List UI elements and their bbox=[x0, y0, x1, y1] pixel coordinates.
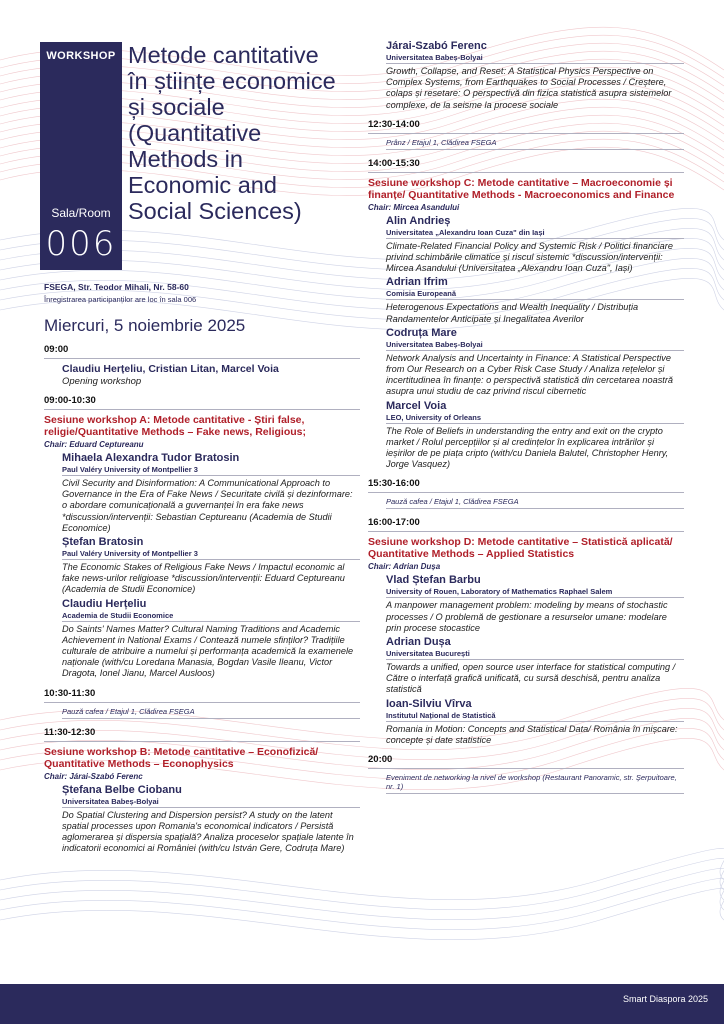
coffee-break: Pauză cafea / Etajul 1, Clădirea FSEGA bbox=[386, 497, 684, 509]
presentation bbox=[386, 698, 684, 746]
presentation-title: Growth, Collapse, and Reset: A Statistical Physics Perspective on Complex Systems, from Earthquakes to Social Processes / Creștere, colaps și resetare: O perspectivă din fizica statistică asupra sistemelor complexe, de la seisme la procese sociale bbox=[386, 66, 672, 110]
presenter-affiliation: Comisia Europeană bbox=[386, 289, 684, 300]
presenter-affiliation: Academia de Studii Economice bbox=[62, 611, 360, 622]
presenter-name: Vlad Ștefan Barbu bbox=[386, 574, 481, 587]
presenter-affiliation: Universitatea Babeș-Bolyai bbox=[62, 797, 360, 808]
presenter-affiliation: Paul Valéry University of Montpellier 3 bbox=[62, 465, 360, 476]
session-title: Sesiune workshop B: Metode cantitative – Econofizică/ Quantitative Methods – Econophysics bbox=[44, 745, 319, 770]
presentation-title: Network Analysis and Uncertainty in Finance: A Statistical Perspective from Our Research on a Cyber Risk Case Study / Analiza rețelelor și incertitudinea în finanțe: o perspectivă statistică din cercetarea noastră asupra unui studiu de caz privind riscul cibernetic bbox=[386, 352, 674, 397]
presenter-name: Alin Andrieș bbox=[386, 214, 451, 227]
presenter-name: Ioan-Silviu Vîrva bbox=[386, 697, 472, 710]
workshop-title: Metode cantitative în științe economice și sociale (Quantitative Methods in Economic and Social Sciences) bbox=[128, 42, 336, 224]
time-slot: 20:00 bbox=[368, 752, 684, 769]
presentation-title: A manpower management problem: modeling by means of stochastic processes / O problemă de gestionare a resurselor umane: modelare prin procese stocastice bbox=[386, 600, 668, 633]
presentation bbox=[386, 276, 684, 324]
coffee-break: Pauză cafea / Etajul 1, Clădirea FSEGA bbox=[62, 707, 360, 719]
time-slot: 14:00-15:30 bbox=[368, 156, 684, 173]
presenter-name: Ștefana Belbe Ciobanu bbox=[62, 783, 182, 796]
time-slot: 16:00-17:00 bbox=[368, 515, 684, 532]
venue-address: FSEGA, Str. Teodor Mihali, Nr. 58-60 bbox=[44, 282, 189, 292]
presenter-affiliation: Paul Valéry University of Montpellier 3 bbox=[62, 549, 360, 560]
session-chair: Chair: Mircea Asandului bbox=[368, 202, 460, 212]
workshop-label: WORKSHOP bbox=[46, 50, 116, 62]
presentation bbox=[62, 452, 360, 534]
presenter-name: Járai-Szabó Ferenc bbox=[386, 40, 487, 52]
presenter-name: Adrian Ifrim bbox=[386, 276, 448, 289]
event-date: Miercuri, 5 noiembrie 2025 bbox=[44, 316, 246, 335]
presentation bbox=[386, 574, 684, 634]
room-label: Sala/Room bbox=[51, 206, 111, 220]
session-chair: Chair: Eduard Ceptureanu bbox=[44, 440, 144, 449]
registration-note: Înregistrarea participanților are loc în sala 006 bbox=[44, 295, 197, 304]
footer-brand: Smart Diaspora 2025 bbox=[622, 994, 708, 1004]
presentation bbox=[386, 215, 684, 275]
presentation-title: Towards a unified, open source user interface for statistical computing / Către o interfață grafică unificată, cu sursă deschisă, pentru analiza statistică bbox=[386, 662, 676, 695]
session-title: Sesiune workshop A: Metode cantitative - Știri false, religie/Quantitative Methods – Fake news, Religious; bbox=[44, 414, 306, 438]
room-number: 006 bbox=[45, 224, 117, 264]
time-slot: 12:30-14:00 bbox=[368, 117, 684, 134]
presentation-title: Climate-Related Financial Policy and Systemic Risk / Politici financiare privind schimbările climatice și riscul sistemic *discussion/intervenții: Mircea Asandului (Universitatea „Alexandru Ioan Cuza", Iași) bbox=[386, 240, 673, 274]
opening-block bbox=[62, 363, 360, 387]
presentation-title: Do Saints' Names Matter? Cultural Naming Traditions and Academic Achievement in National Exams / Contează numele sfinților? Tradițiile culturale de atribuire a numelui și performanța academică la examenele naționale (with/cu Loredana Manasia, Bogdan Vasile Ileanu, Victor Dragota, Ionel Jianu, Marcel Ausloos) bbox=[62, 623, 354, 679]
presenter-affiliation: Universitatea „Alexandru Ioan Cuza" din Iași bbox=[386, 228, 684, 239]
opening-speakers: Claudiu Herțeliu, Cristian Litan, Marcel Voia bbox=[62, 363, 279, 375]
presenter-name: Adrian Dușa bbox=[386, 636, 451, 649]
presenter-affiliation: Universitatea Babeș-Bolyai bbox=[386, 53, 684, 64]
left-column bbox=[44, 342, 360, 856]
session-title: Sesiune workshop C: Metode cantitative – Macroeconomie și finanțe/ Quantitative Methods - Macroeconomics and Finance bbox=[368, 176, 675, 201]
time-slot: 11:30-12:30 bbox=[44, 725, 360, 742]
presentation bbox=[62, 784, 360, 855]
presentation bbox=[62, 598, 360, 680]
presentation-title: Do Spatial Clustering and Dispersion persist? A study on the latent spatial processes upon Romania's economical indicators / Persistă aglomerarea și dispersia spațială? Analiza proceselor spațiale latente în indicatorii economici ai României (with/cu István Gere, Codruța Mare) bbox=[62, 809, 354, 854]
networking-event: Eveniment de networking la nivel de workshop (Restaurant Panoramic, str. Șerpuitoare, nr. 1) bbox=[386, 773, 684, 794]
presentation-title: Heterogenous Expectations and Wealth Inequality / Distribuția Randamentelor Anticipate și Inegalitatea Averilor bbox=[386, 302, 639, 324]
opening-label: Opening workshop bbox=[62, 376, 142, 387]
session-chair: Chair: Adrian Dușa bbox=[368, 562, 441, 572]
presenter-name: Claudiu Herțeliu bbox=[62, 597, 147, 610]
presentation-title: The Role of Beliefs in understanding the entry and exit on the crypto market / Rolul percepțiilor și al credințelor în explicarea intrărilor și ieșirilor de pe piața cripto (with/cu Daniela Balutel, Christopher Henry, Jorge Vasquez) bbox=[386, 425, 669, 470]
session-chair: Chair: Járai-Szabó Ferenc bbox=[44, 771, 143, 781]
workshop-room-box bbox=[40, 42, 122, 270]
presenter-affiliation: Universitatea Babeș-Bolyai bbox=[386, 340, 684, 351]
presenter-name: Codruța Mare bbox=[386, 326, 457, 339]
time-slot: 10:30-11:30 bbox=[44, 686, 360, 703]
presentation bbox=[386, 327, 684, 398]
footer-bar bbox=[0, 984, 724, 1024]
presentation bbox=[62, 536, 360, 596]
time-slot: 09:00-10:30 bbox=[44, 393, 360, 410]
presentation-title: Civil Security and Disinformation: A Communicational Approach to Governance in the Era of Fake News / Securitate civilă și dezinformare: o abordare comunicațională a guvernanței în era fake news *discussion/intervenții: Sebastian Ceptureanu (Academia de Studii Economice) bbox=[62, 478, 353, 533]
presenter-name: Ștefan Bratosin bbox=[62, 536, 144, 549]
session-title: Sesiune workshop D: Metode cantitative – Statistică aplicată/ Quantitative Methods – Applied Statistics bbox=[368, 536, 673, 561]
right-column bbox=[368, 40, 684, 794]
presenter-affiliation: University of Rouen, Laboratory of Mathematics Raphael Salem bbox=[386, 587, 684, 598]
presentation bbox=[386, 40, 684, 111]
presentation-title: The Economic Stakes of Religious Fake News / Impactul economic al fake news-urilor religioase *discussion/intervenții: Eduard Ceptureanu (Academia de Studii Economice) bbox=[62, 562, 345, 595]
time-slot: 15:30-16:00 bbox=[368, 476, 684, 493]
presentation bbox=[386, 400, 684, 471]
presenter-affiliation: Universitatea București bbox=[386, 649, 684, 660]
presentation-title: Romania in Motion: Concepts and Statistical Data/ România în mișcare: concepte și date statistice bbox=[386, 723, 678, 745]
presentation bbox=[386, 636, 684, 696]
presenter-affiliation: LEO, University of Orleans bbox=[386, 413, 684, 424]
lunch-break: Prânz / Etajul 1, Clădirea FSEGA bbox=[386, 138, 684, 150]
presenter-name: Mihaela Alexandra Tudor Bratosin bbox=[62, 452, 240, 464]
presenter-name: Marcel Voia bbox=[386, 399, 447, 412]
presenter-affiliation: Institutul Național de Statistică bbox=[386, 711, 684, 722]
time-slot: 09:00 bbox=[44, 342, 360, 359]
